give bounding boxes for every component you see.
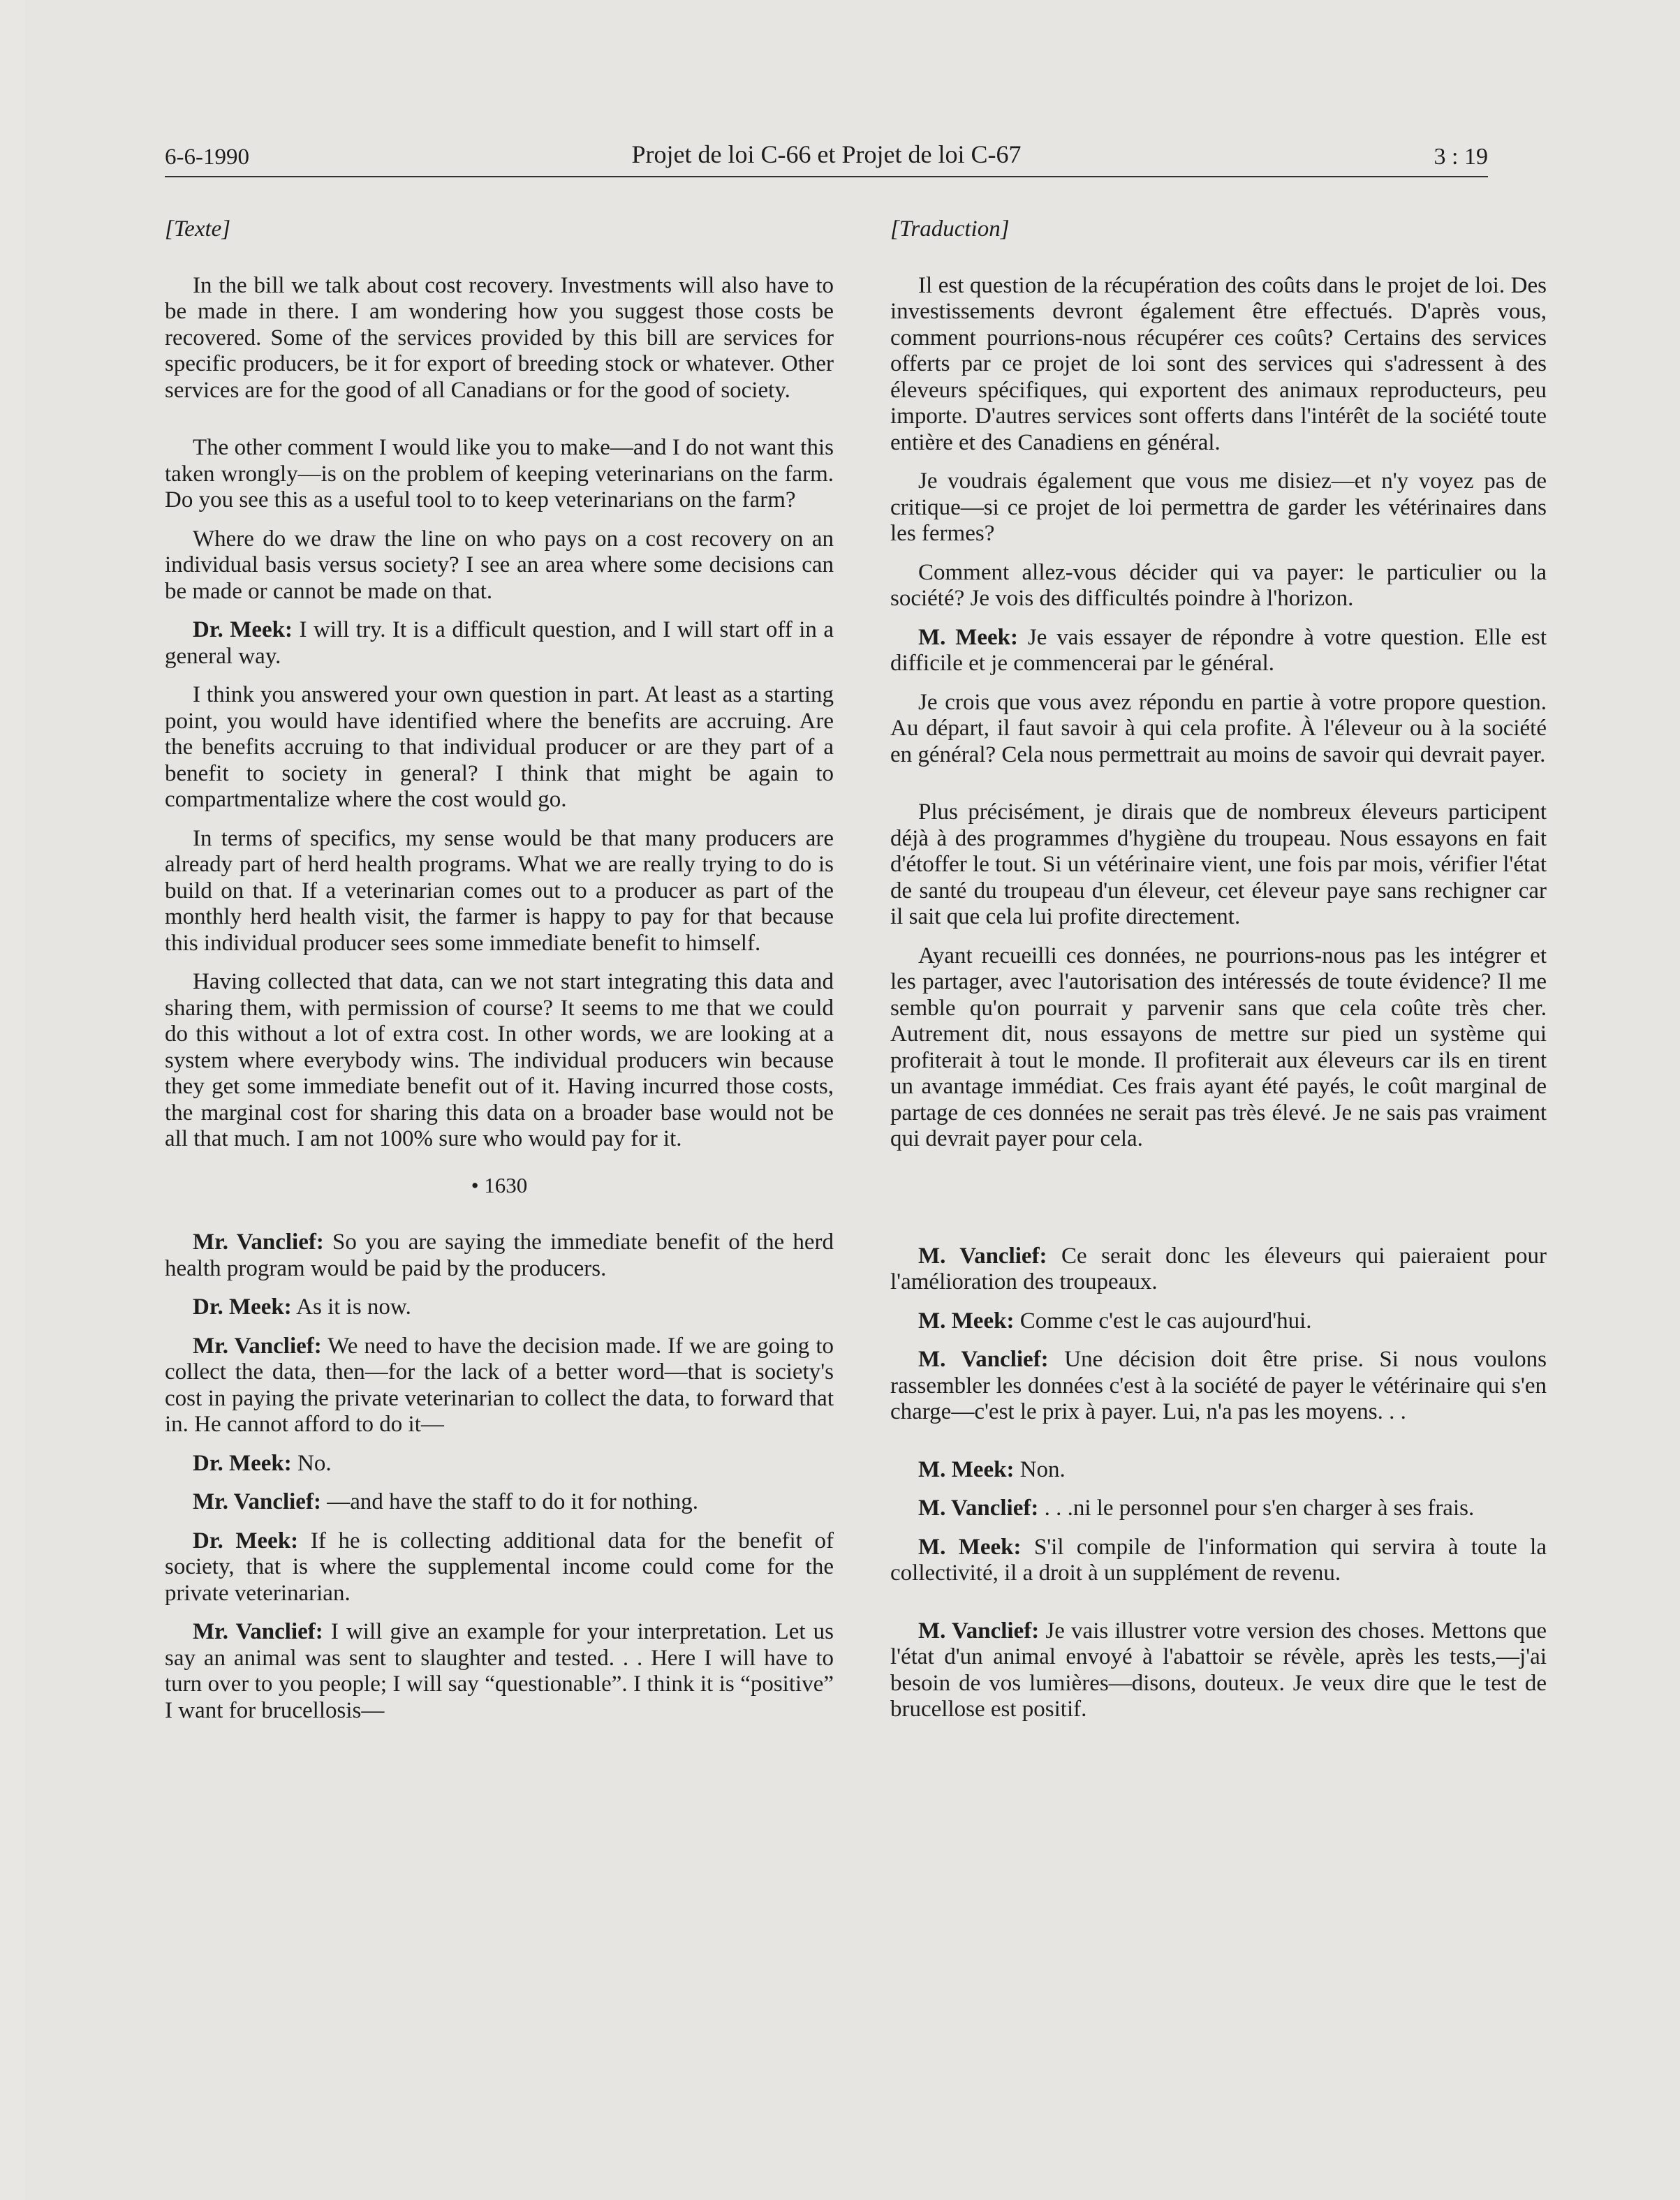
speech-text: No. bbox=[291, 1450, 332, 1476]
speech-text: S'il compile de l'information qui servira à toute la collectivité, il a droit à un supplément de revenu. bbox=[890, 1534, 1547, 1586]
speech-text: Ce serait donc les éleveurs qui paieraient pour l'amélioration des troupeaux. bbox=[890, 1243, 1547, 1294]
speaker-name: Mr. Vanclief: bbox=[193, 1489, 321, 1514]
column-label-traduction: [Traduction] bbox=[890, 216, 1010, 242]
speaker-name: M. Vanclief: bbox=[918, 1618, 1040, 1644]
english-column bbox=[165, 216, 834, 2171]
paragraph: Comment allez-vous décider qui va payer: le particulier ou la société? Je vois des difficultés poindre à l'horizon. bbox=[890, 559, 1547, 611]
time-marker: • 1630 bbox=[471, 1172, 528, 1197]
paragraph: Having collected that data, can we not start integrating this data and sharing them, with permission of course? It seems to me that we could do this without a lot of extra cost. In other words, we are looking at a system where everybody wins. The individual producers win because they get some immediate benefit out of it. Having incurred those costs, the marginal cost for sharing this data on a broader base would not be all that much. I am not 100% sure who would pay for it. bbox=[165, 969, 834, 1151]
speaker-name: Mr. Vanclief: bbox=[193, 1619, 323, 1644]
speech-text: . . .ni le personnel pour s'en charger à ses frais. bbox=[1038, 1496, 1475, 1521]
paragraph: Ayant recueilli ces données, ne pourrions-nous pas les intégrer et les partager, avec l'autorisation des intéressés de toute évidence? Il me semble qu'on pourrait y parvenir sans que cela coûte très cher. Autrement dit, nous essayons de mettre sur pied un système qui profiterait à tout le monde. Il profiterait aux éleveurs car ils en tirent un avantage immédiat. Ces frais ayant été payés, le coût marginal de partage de ces données ne serait pas très élevé. Je ne sais pas vraiment qui devrait payer pour cela. bbox=[890, 943, 1547, 1151]
document-page bbox=[25, 0, 1680, 2200]
header-date: 6-6-1990 bbox=[165, 145, 249, 170]
speech-text: I will give an example for your interpretation. Let us say an animal was sent to slaughter and tested. . . Here I will have to turn over to you people; I will say “questionable”. I think it is “positive” I want for brucellosis— bbox=[165, 1619, 834, 1723]
paragraph bbox=[165, 1451, 834, 1477]
page-header bbox=[165, 134, 1488, 177]
speaker-name: Dr. Meek: bbox=[193, 617, 293, 642]
speech-text: So you are saying the immediate benefit of the herd health program would be paid by the producers. bbox=[165, 1230, 834, 1281]
paragraph bbox=[890, 1457, 1547, 1484]
speaker-name: Dr. Meek: bbox=[193, 1294, 292, 1320]
french-column bbox=[890, 216, 1547, 2171]
speaker-name: Dr. Meek: bbox=[193, 1528, 299, 1553]
paragraph: Il est question de la récupération des coûts dans le projet de loi. Des investissements devront également être effectués. D'après vous, comment pourrions-nous récupérer ces coûts? Certains des services offerts par ce projet de loi sont des services qui s'adressent à des éleveurs spécifiques, qui exportent des animaux reproducteurs, peu importe. D'autres services sont offerts dans l'intérêt de la société toute entière et des Canadiens en général. bbox=[890, 272, 1547, 455]
speech-text: I will try. It is a difficult question, and I will start off in a general way. bbox=[165, 617, 834, 669]
speaker-name: M. Meek: bbox=[918, 1308, 1015, 1334]
header-title: Projet de loi C-66 et Projet de loi C-67 bbox=[631, 140, 1022, 168]
paragraph bbox=[890, 1347, 1547, 1426]
paragraph: The other comment I would like you to make—and I do not want this taken wrongly—is on the problem of keeping veterinarians on the farm. Do you see this as a useful tool to to keep veterinarians on the farm? bbox=[165, 435, 834, 512]
paragraph bbox=[165, 1619, 834, 1724]
paragraph bbox=[890, 625, 1547, 677]
paragraph: I think you answered your own question in part. At least as a starting point, you would have identified where the benefits are accruing. Are the benefits accruing to that individual producer or are they part of a benefit to society in general? I think that might be again to compartmentalize where the cost would go. bbox=[165, 682, 834, 812]
speaker-name: M. Vanclief: bbox=[918, 1347, 1049, 1372]
speech-text: Je vais essayer de répondre à votre question. Elle est difficile et je commencerai par le général. bbox=[890, 624, 1547, 676]
paragraph bbox=[890, 1308, 1547, 1335]
speaker-name: M. Meek: bbox=[918, 1534, 1022, 1560]
paragraph bbox=[165, 1528, 834, 1607]
paragraph bbox=[165, 1334, 834, 1438]
speech-text: Une décision doit être prise. Si nous voulons rassembler les données c'est à la société de payer le vétérinaire qui s'en charge—c'est le prix à payer. Lui, n'a pas les moyens. . . bbox=[890, 1347, 1547, 1424]
speaker-name: Dr. Meek: bbox=[193, 1450, 292, 1476]
paragraph: In terms of specifics, my sense would be that many producers are already part of herd health programs. What we are really trying to do is build on that. If a veterinarian comes out to a producer as part of the monthly herd health visit, the farmer is happy to pay for that because this individual producer sees some immediate benefit to himself. bbox=[165, 825, 834, 956]
paragraph: Where do we draw the line on who pays on a cost recovery on an individual basis versus society? I see an area where some decisions can be made or cannot be made on that. bbox=[165, 526, 834, 604]
paragraph bbox=[165, 1230, 834, 1282]
paragraph bbox=[165, 1489, 834, 1516]
speaker-name: Mr. Vanclief: bbox=[193, 1230, 324, 1255]
speaker-name: M. Meek: bbox=[918, 1456, 1015, 1482]
paragraph bbox=[165, 1294, 834, 1321]
header-page-number: 3 : 19 bbox=[1434, 144, 1488, 170]
speech-text: —and have the staff to do it for nothing. bbox=[320, 1489, 699, 1514]
paragraph bbox=[890, 1243, 1547, 1296]
speech-text: Comme c'est le cas aujourd'hui. bbox=[1014, 1308, 1312, 1334]
speech-text: Non. bbox=[1014, 1456, 1066, 1482]
speaker-name: M. Vanclief: bbox=[918, 1496, 1039, 1521]
paragraph: Je crois que vous avez répondu en partie à votre propore question. Au départ, il faut savoir à qui cela profite. À l'éleveur ou à la société en général? Cela nous permettrait au moins de savoir qui devrait payer. bbox=[890, 689, 1547, 767]
speech-text: If he is collecting additional data for the benefit of society, that is where the supplemental income could come for the private veterinarian. bbox=[165, 1528, 834, 1606]
speaker-name: M. Meek: bbox=[918, 624, 1019, 650]
column-label-texte: [Texte] bbox=[165, 216, 231, 242]
paragraph bbox=[890, 1496, 1547, 1522]
paragraph bbox=[890, 1618, 1547, 1723]
paragraph bbox=[890, 1535, 1547, 1587]
speech-text: We need to have the decision made. If we are going to collect the data, then—for the lack of a better word—that is society's cost in paying the private veterinarian to collect the data, to forward that in. He cannot afford to do it— bbox=[165, 1333, 834, 1437]
speech-text: As it is now. bbox=[291, 1294, 411, 1320]
speaker-name: Mr. Vanclief: bbox=[193, 1333, 322, 1359]
speaker-name: M. Vanclief: bbox=[918, 1243, 1047, 1269]
paragraph: Plus précisément, je dirais que de nombreux éleveurs participent déjà à des programmes d'hygiène du troupeau. Nous essayons en fait d'étoffer le tout. Si un vétérinaire vient, une fois par mois, vérifier l'état de santé du troupeau d'un éleveur, cet éleveur paye sans rechigner car il sait que cela lui profite directement. bbox=[890, 799, 1547, 929]
paragraph: In the bill we talk about cost recovery. Investments will also have to be made in there. I am wondering how you suggest those costs be recovered. Some of the services provided by this bill are services for specific producers, be it for export of breeding stock or whatever. Other services are for the good of all Canadians or for the good of society. bbox=[165, 272, 834, 403]
speech-text: Je vais illustrer votre version des choses. Mettons que l'état d'un animal envoyé à l'abattoir se révèle, après les tests,—j'ai besoin de vos lumières—disons, douteux. Je veux dire que le test de brucellose est positif. bbox=[890, 1618, 1547, 1722]
paragraph bbox=[165, 617, 834, 670]
paragraph: Je voudrais également que vous me disiez—et n'y voyez pas de critique—si ce projet de loi permettra de garder les vétérinaires dans les fermes? bbox=[890, 468, 1547, 546]
